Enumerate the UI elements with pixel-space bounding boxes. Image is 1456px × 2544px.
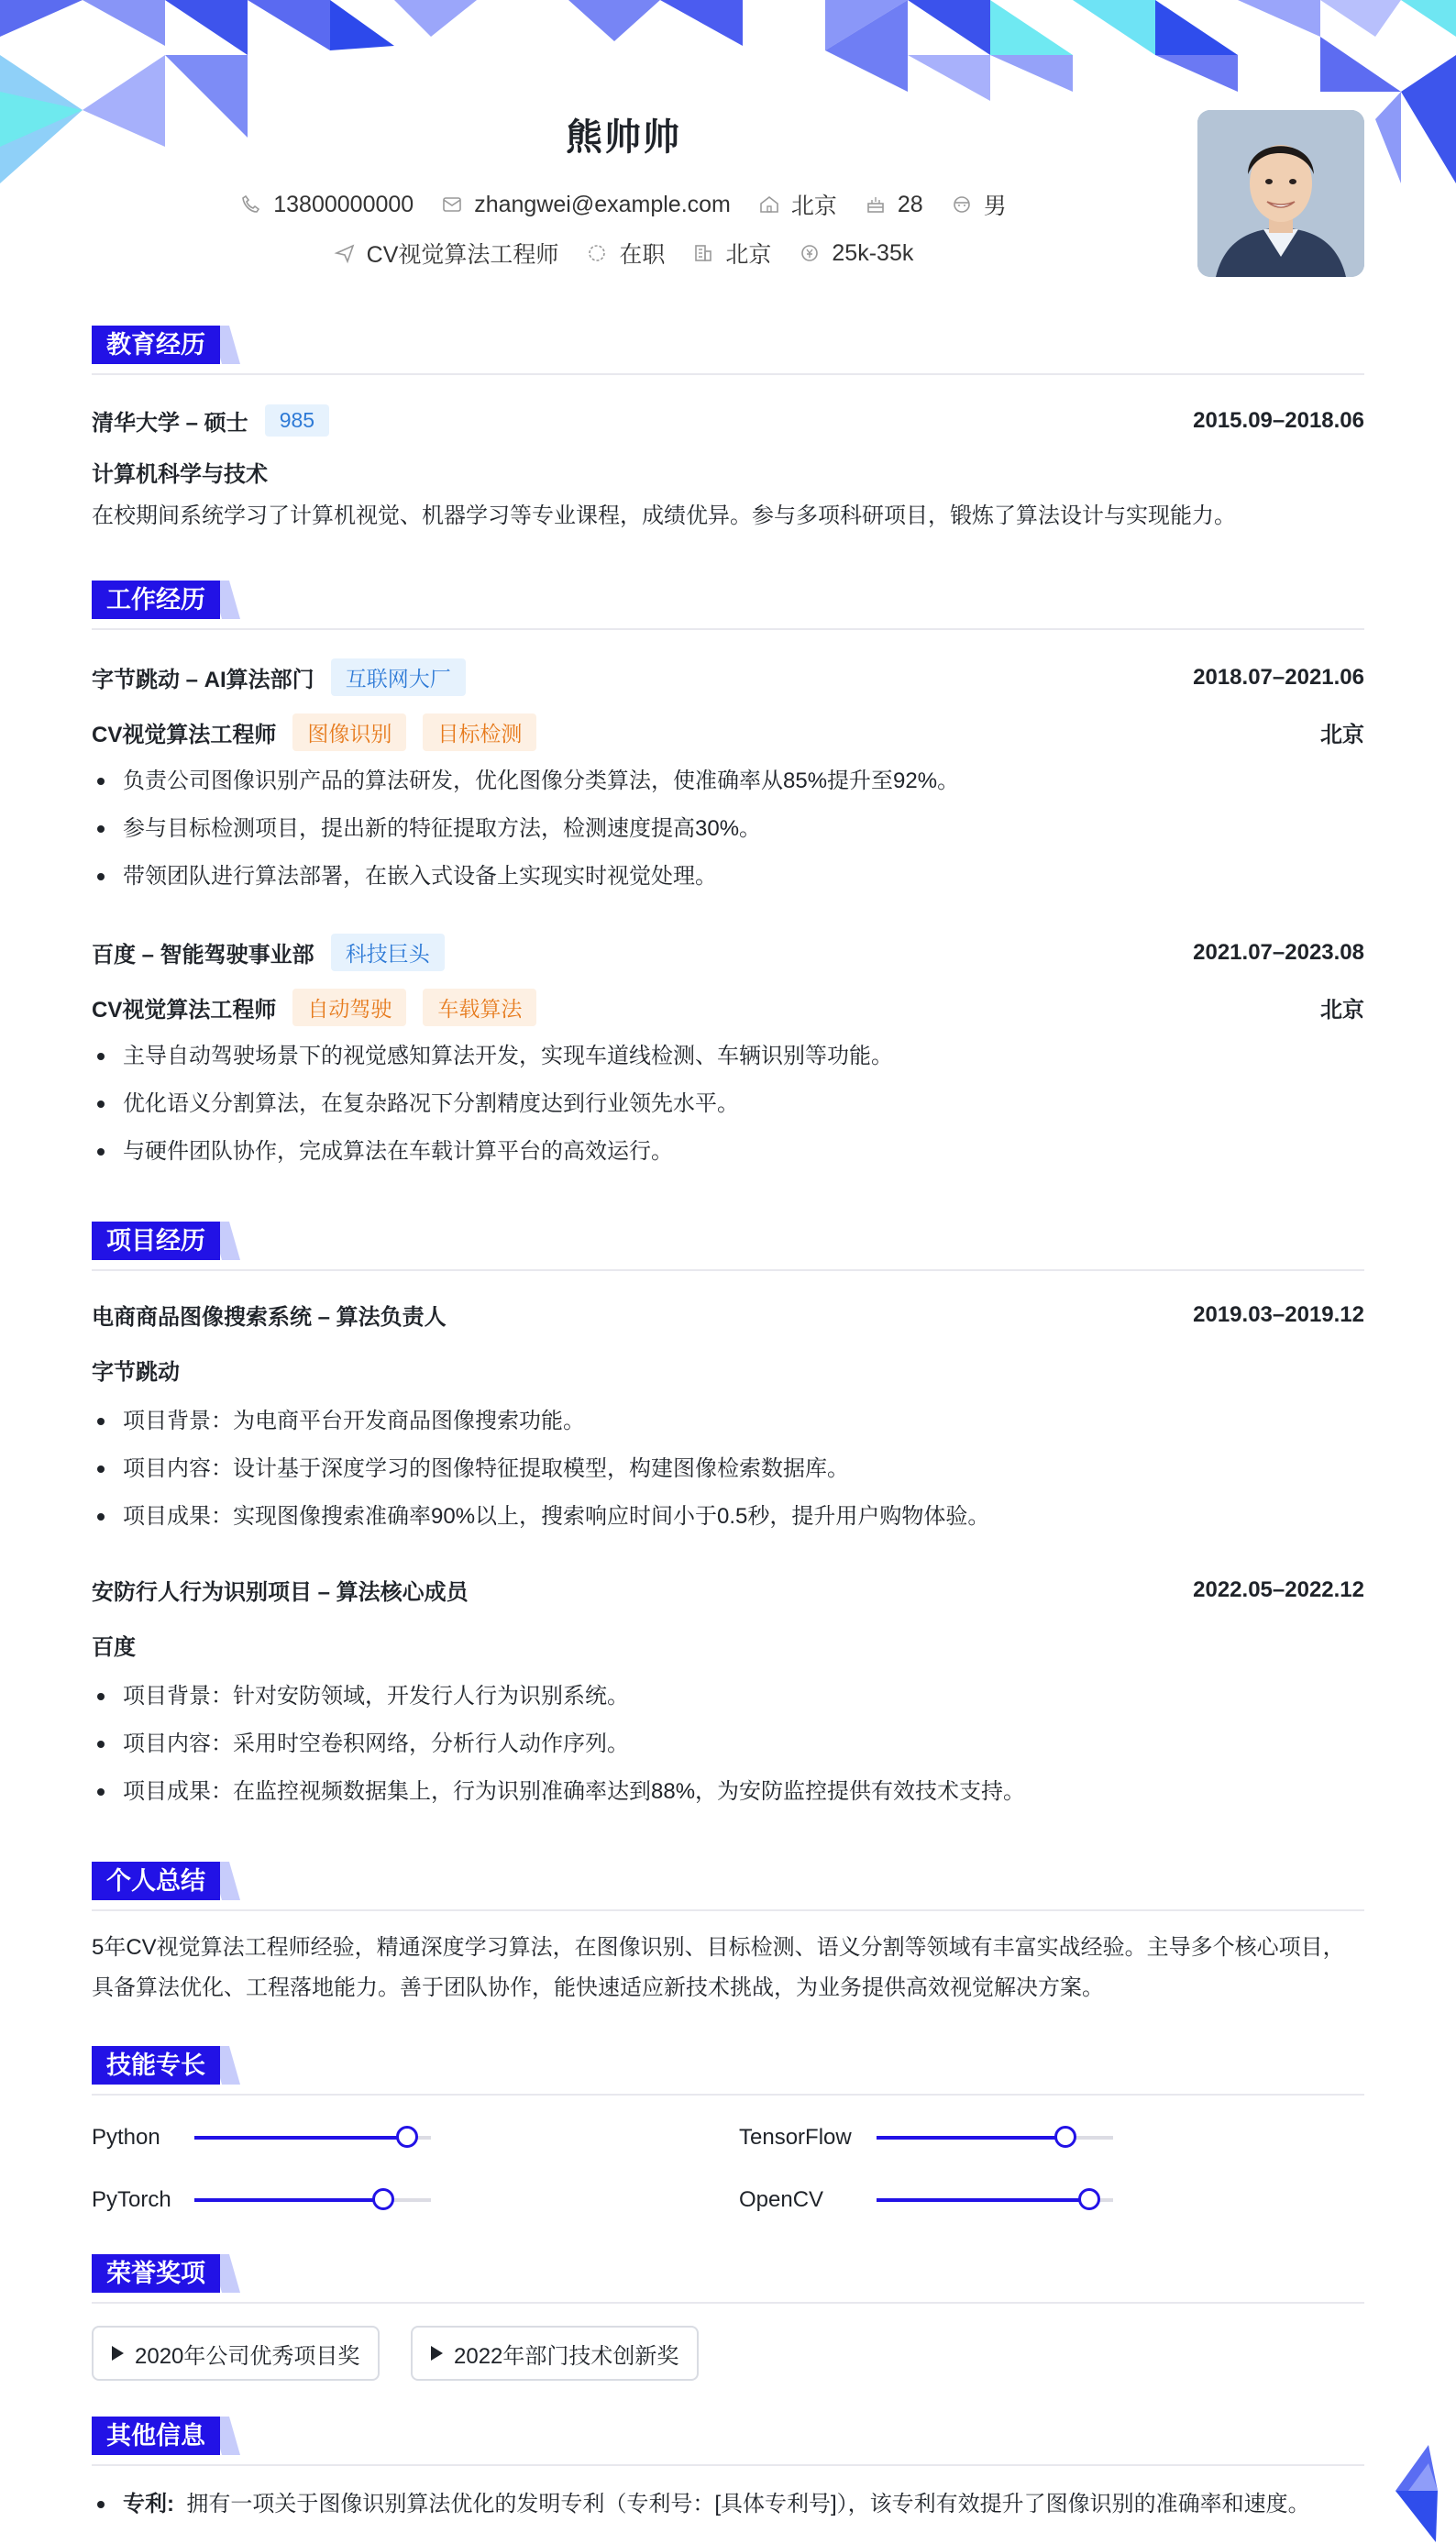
salary-text: 25k-35k — [832, 239, 914, 266]
list-item: 项目背景：为电商平台开发商品图像搜索功能。 — [92, 1398, 1364, 1445]
skill-name: PyTorch — [92, 2187, 171, 2212]
project-bullets — [92, 1398, 1364, 1541]
position-text: CV视觉算法工程师 — [366, 242, 559, 268]
section-header — [92, 2417, 1364, 2455]
award-label: 2022年部门技术创新奖 — [454, 2343, 679, 2369]
list-item: 项目成果：在监控视频数据集上，行为识别准确率达到88%，为安防监控提供有效技术支持。 — [92, 1768, 1364, 1816]
building-icon — [692, 242, 714, 264]
job-bullets — [92, 1033, 1364, 1176]
list-item — [92, 2481, 1364, 2528]
play-icon — [112, 2346, 124, 2361]
candidate-name: 熊帅帅 — [566, 117, 681, 158]
list-item: 项目背景：针对安防领域，开发行人行为识别系统。 — [92, 1673, 1364, 1720]
education-section — [92, 326, 1364, 555]
patent-text: 拥有一项关于图像识别算法优化的发明专利（专利号：[具体专利号]），该专利有效提升了图像识别的准确率和速度。 — [186, 2492, 1310, 2516]
project-bullets — [92, 1673, 1364, 1816]
section-divider — [92, 1909, 1364, 1911]
major-row — [92, 456, 1364, 488]
section-title: 个人总结 — [92, 1862, 220, 1900]
hometown-item — [758, 188, 837, 221]
project-name: 电商商品图像搜索系统 – 算法负责人 — [92, 1305, 447, 1330]
project-org-row — [92, 1629, 1364, 1661]
project-header-row — [92, 1574, 1364, 1606]
section-divider — [92, 2302, 1364, 2304]
section-header — [92, 1862, 1364, 1900]
section-header — [92, 1222, 1364, 1260]
section-divider — [92, 2094, 1364, 2096]
skills-section — [92, 2046, 1364, 2220]
other-section — [92, 2417, 1364, 2527]
skill-bar — [194, 2136, 431, 2140]
skill-bar-knob — [372, 2188, 394, 2210]
project-header-row — [92, 1299, 1364, 1331]
salary-item — [799, 237, 913, 270]
awards-section — [92, 2254, 1364, 2373]
status-text: 在职 — [619, 242, 666, 268]
education-row — [92, 404, 1364, 437]
job-role: CV视觉算法工程师 — [92, 723, 277, 747]
email-item — [441, 188, 731, 221]
skill-bar-fill — [194, 2198, 383, 2202]
home-icon — [758, 194, 780, 216]
email-text: zhangwei@example.com — [474, 191, 731, 217]
avatar — [1197, 110, 1364, 277]
education-description: 在校期间系统学习了计算机视觉、机器学习等专业课程，成绩优异。参与多项科研项目，锻炼了算法设计与实现能力。 — [92, 503, 1236, 528]
summary-text: 5年CV视觉算法工程师经验，精通深度学习算法，在图像识别、目标检测、语义分割等领域有丰富实战经验。主导多个核心项目，具备算法优化、工程落地能力。善于团队协作，能快速适应新技术挑战，为业务提供高效视觉解决方案。 — [92, 1935, 1345, 2000]
skill-tag: 自动驾驶 — [292, 989, 406, 1026]
skill-name: TensorFlow — [739, 2125, 852, 2150]
phone-text: 13800000000 — [273, 191, 414, 217]
section-header — [92, 2254, 1364, 2293]
section-header — [92, 2046, 1364, 2085]
position-item — [334, 237, 559, 270]
section-title: 教育经历 — [92, 326, 220, 364]
hometown-text: 北京 — [790, 194, 837, 219]
list-item: 与硬件团队协作，完成算法在车载计算平台的高效运行。 — [92, 1128, 1364, 1176]
phone-item — [240, 188, 414, 221]
section-divider — [92, 1269, 1364, 1271]
money-icon — [799, 242, 821, 264]
phone-icon — [240, 194, 262, 216]
city-text: 北京 — [725, 242, 772, 268]
skill-item — [92, 2187, 431, 2213]
section-header — [92, 581, 1364, 619]
gender-item — [951, 188, 1007, 221]
company-name: 字节跳动 – AI算法部门 — [92, 668, 314, 692]
list-item: 主导自动驾驶场景下的视觉感知算法开发，实现车道线检测、车辆识别等功能。 — [92, 1033, 1364, 1080]
skill-tag: 图像识别 — [292, 713, 406, 751]
patent-label: 专利: — [123, 2492, 174, 2516]
status-icon — [586, 242, 608, 264]
project-section — [92, 1222, 1364, 1827]
status-item — [586, 237, 665, 270]
list-item: 项目内容：采用时空卷积网络，分析行人动作序列。 — [92, 1720, 1364, 1768]
corner-triangle-decoration — [1383, 2443, 1456, 2544]
list-item: 参与目标检测项目，提出新的特征提取方法，检测速度提高30%。 — [92, 805, 1364, 853]
skill-tag: 车载算法 — [423, 989, 536, 1026]
skill-bar — [877, 2198, 1113, 2202]
job-period: 2018.07–2021.06 — [1193, 664, 1364, 690]
skill-name: Python — [92, 2125, 160, 2150]
age-item — [865, 188, 923, 221]
award-label: 2020年公司优秀项目奖 — [135, 2343, 360, 2369]
company-tag: 互联网大厂 — [331, 658, 466, 696]
school-tag: 985 — [265, 404, 329, 437]
summary-section — [92, 1862, 1364, 2018]
list-item: 项目内容：设计基于深度学习的图像特征提取模型，构建图像检索数据库。 — [92, 1445, 1364, 1493]
skill-name: OpenCV — [739, 2187, 824, 2212]
mail-icon — [441, 194, 463, 216]
education-period: 2015.09–2018.06 — [1193, 407, 1364, 433]
skill-bar-knob — [1078, 2188, 1100, 2210]
job-bullets — [92, 758, 1364, 901]
skill-bar-knob — [396, 2126, 418, 2148]
list-item: 负责公司图像识别产品的算法研发，优化图像分类算法，使准确率从85%提升至92%。 — [92, 758, 1364, 805]
award-chip — [92, 2326, 380, 2381]
project-org: 百度 — [92, 1635, 136, 1660]
project-period: 2022.05–2022.12 — [1193, 1576, 1364, 1602]
person-icon — [951, 194, 973, 216]
skill-bar-fill — [877, 2136, 1065, 2140]
project-org: 字节跳动 — [92, 1360, 180, 1385]
age-text: 28 — [897, 191, 923, 217]
play-icon — [431, 2346, 443, 2361]
skill-bar — [194, 2198, 431, 2202]
job-role: CV视觉算法工程师 — [92, 998, 277, 1023]
cake-icon — [865, 194, 887, 216]
list-item: 带领团队进行算法部署，在嵌入式设备上实现实时视觉处理。 — [92, 853, 1364, 901]
list-item: 项目成果：实现图像搜索准确率90%以上，搜索响应时间小于0.5秒，提升用户购物体验。 — [92, 1493, 1364, 1541]
skill-bar-fill — [877, 2198, 1089, 2202]
work-section — [92, 581, 1364, 1186]
company-tag: 科技巨头 — [331, 934, 445, 971]
project-period: 2019.03–2019.12 — [1193, 1301, 1364, 1327]
section-divider — [92, 628, 1364, 630]
skill-tag: 目标检测 — [423, 713, 536, 751]
skill-item — [739, 2125, 1113, 2151]
award-chip — [411, 2326, 699, 2381]
section-divider — [92, 373, 1364, 375]
job-info-row — [0, 237, 1247, 270]
section-header — [92, 326, 1364, 364]
job-header-row — [92, 658, 1364, 696]
skill-item — [739, 2187, 1113, 2213]
section-title: 技能专长 — [92, 2046, 220, 2085]
skill-bar — [877, 2136, 1113, 2140]
send-icon — [334, 242, 356, 264]
section-title: 项目经历 — [92, 1222, 220, 1260]
skill-bar-knob — [1054, 2126, 1076, 2148]
skill-bar-fill — [194, 2136, 407, 2140]
job-city: 北京 — [1320, 998, 1364, 1023]
list-item: 优化语义分割算法，在复杂路况下分割精度达到行业领先水平。 — [92, 1080, 1364, 1128]
section-title: 工作经历 — [92, 581, 220, 619]
gender-text: 男 — [983, 194, 1007, 219]
other-list — [92, 2481, 1364, 2528]
job-role-row — [92, 713, 1364, 751]
job-city: 北京 — [1320, 723, 1364, 747]
school-name: 清华大学 – 硕士 — [92, 411, 248, 436]
city-item — [692, 237, 771, 270]
major: 计算机科学与技术 — [92, 462, 268, 487]
job-period: 2021.07–2023.08 — [1193, 939, 1364, 965]
section-title: 荣誉奖项 — [92, 2254, 220, 2293]
skill-item — [92, 2125, 431, 2151]
contact-info-row — [0, 188, 1247, 221]
awards-list — [92, 2326, 1364, 2383]
company-name: 百度 – 智能驾驶事业部 — [92, 943, 314, 968]
section-divider — [92, 2464, 1364, 2466]
job-role-row — [92, 989, 1364, 1026]
job-header-row — [92, 934, 1364, 971]
project-name: 安防行人行为识别项目 – 算法核心成员 — [92, 1580, 469, 1605]
section-title: 其他信息 — [92, 2417, 220, 2455]
project-org-row — [92, 1354, 1364, 1386]
